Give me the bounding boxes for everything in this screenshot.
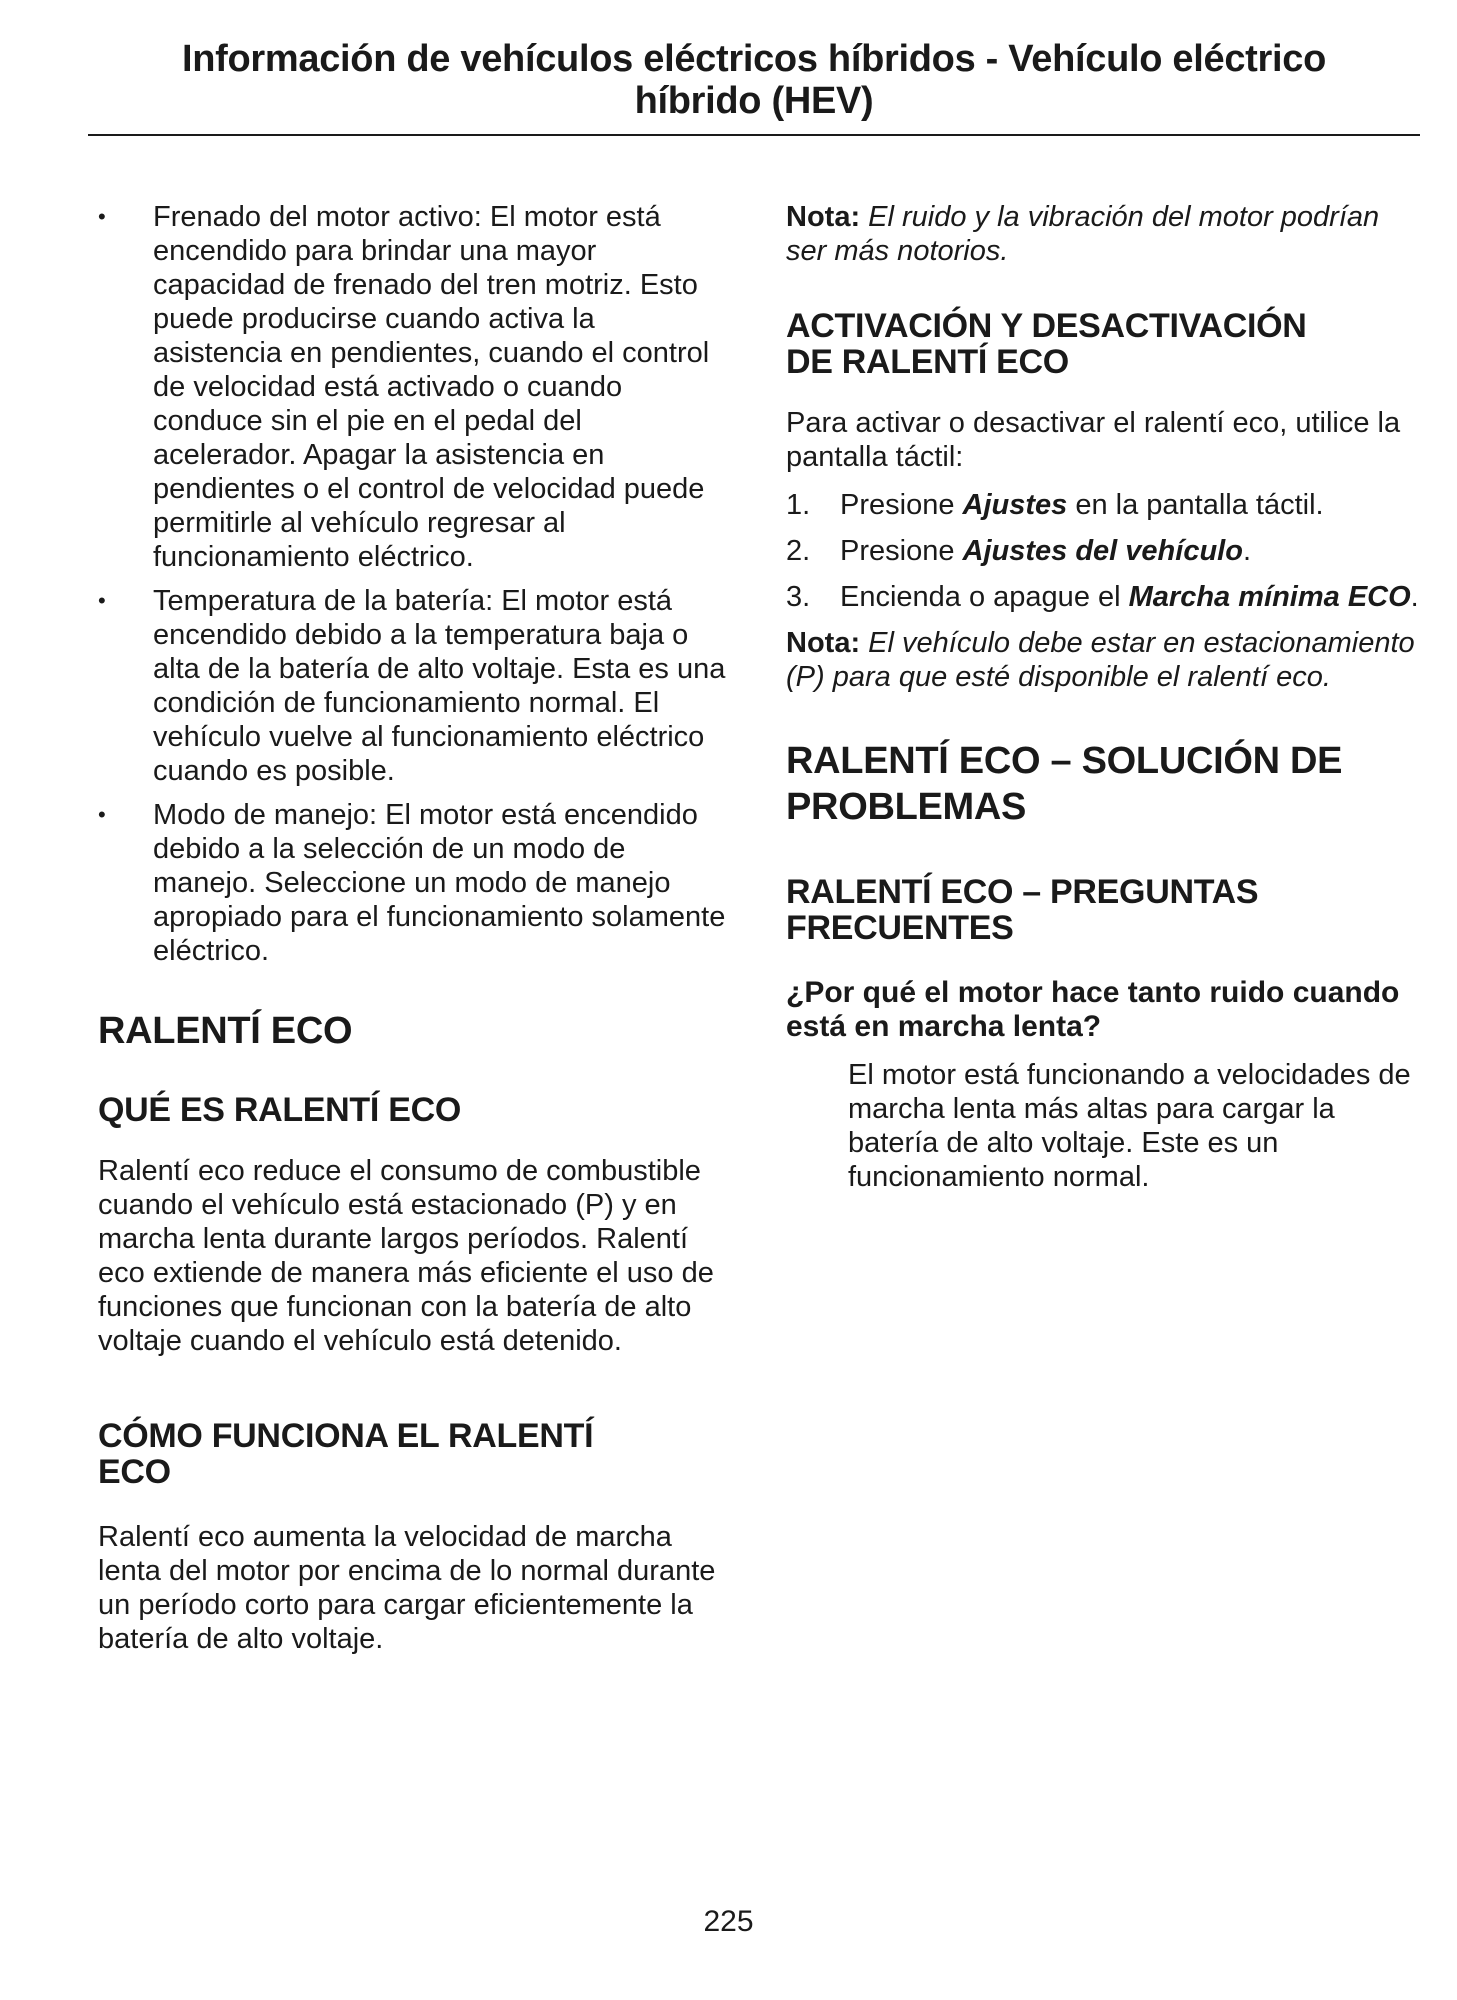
bullet-icon: • (98, 802, 106, 827)
list-item (98, 584, 728, 788)
header-divider (88, 134, 1420, 136)
heading-line: FRECUENTES (786, 909, 1014, 947)
heading-line: RALENTÍ ECO – PREGUNTAS (786, 873, 1259, 911)
left-column (98, 200, 728, 1656)
note-label: Nota: (786, 627, 861, 659)
paragraph-como-funciona: Ralentí eco aumenta la velocidad de marcha lenta del motor por encima de lo normal durante un período corto para cargar eficientemente la batería de alto voltaje. (98, 1521, 716, 1655)
note-text: El vehículo debe estar en estacionamiento (P) para que esté disponible el ralentí eco. (786, 627, 1415, 693)
step-number: 3. (786, 581, 811, 613)
bullet-icon: • (98, 588, 106, 613)
bullet-list (98, 200, 728, 968)
heading-line: DE RALENTÍ ECO (786, 343, 1069, 381)
note-label: Nota: (786, 201, 861, 233)
step-emphasis: Marcha mínima ECO (1128, 581, 1411, 613)
list-item (98, 798, 728, 968)
step-text: Presione (840, 535, 963, 567)
heading-line: ACTIVACIÓN Y DESACTIVACIÓN (786, 307, 1307, 345)
note-text: El ruido y la vibración del motor podrían ser más notorios. (786, 201, 1380, 267)
header-title-line2: híbrido (HEV) (634, 80, 874, 122)
activation-intro: Para activar o desactivar el ralentí eco, utilice la pantalla táctil: (786, 407, 1401, 473)
right-column (786, 200, 1426, 1194)
faq-answer: El motor está funcionando a velocidades de marcha lenta más altas para cargar la batería de alto voltaje. Este es un funcionamiento normal. (848, 1059, 1411, 1193)
faq-question: ¿Por qué el motor hace tanto ruido cuando está en marcha lenta? (786, 976, 1400, 1043)
heading-preguntas (786, 874, 1426, 946)
step-text: . (1410, 581, 1419, 613)
bullet-text: Frenado del motor activo: El motor está encendido para brindar una mayor capacidad de frenado del tren motriz. Esto puede producirse cuando activa la asistencia en pendientes, cuando el control de velocidad está activado o cuando conduce sin el pie en el pedal del acelerador. Apagar la asistencia en pendientes o el control de velocidad puede permitirle al vehículo regresar al funcionamiento eléctrico. (153, 201, 710, 573)
step-emphasis: Ajustes (962, 489, 1068, 521)
note-ruido (786, 200, 1426, 268)
paragraph-que-es: Ralentí eco reduce el consumo de combustible cuando el vehículo está estacionado (P) y en marcha lenta durante largos períodos. Ralentí eco extiende de manera más eficiente el uso de funciones que funcionan con la batería de alto voltaje cuando el vehículo está detenido. (98, 1155, 714, 1357)
note-estacionamiento (786, 626, 1426, 694)
page-number: 225 (703, 1905, 754, 1938)
heading-line: PROBLEMAS (786, 786, 1027, 828)
steps-list (786, 488, 1426, 614)
heading-activacion (786, 308, 1426, 380)
header-title-line1: Información de vehículos eléctricos híbridos - Vehículo eléctrico (181, 38, 1327, 80)
heading-line: CÓMO FUNCIONA EL RALENTÍ (98, 1417, 594, 1455)
bullet-text: Temperatura de la batería: El motor está encendido debido a la temperatura baja o alta de la batería de alto voltaje. Esta es una condición de funcionamiento normal. El vehículo vuelve al funcionamiento eléctrico cuando es posible. (153, 585, 726, 787)
step-emphasis: Ajustes del vehículo (962, 535, 1243, 567)
heading-que-es: QUÉ ES RALENTÍ ECO (98, 1091, 461, 1129)
step-text: Presione (840, 489, 963, 521)
bullet-icon: • (98, 204, 106, 229)
heading-line: RALENTÍ ECO – SOLUCIÓN DE (786, 740, 1343, 782)
step-text: Encienda o apague el (840, 581, 1129, 613)
heading-como-funciona (98, 1418, 728, 1490)
section-title-solucion (786, 738, 1426, 830)
step-text: . (1242, 535, 1251, 567)
step-number: 2. (786, 535, 811, 567)
step-number: 1. (786, 489, 811, 521)
list-item (786, 488, 1426, 522)
section-title-ralenti-eco: RALENTÍ ECO (98, 1010, 353, 1052)
list-item (786, 534, 1426, 568)
heading-line: ECO (98, 1453, 171, 1491)
list-item (786, 580, 1426, 614)
page-header (88, 38, 1420, 122)
list-item (98, 200, 728, 574)
bullet-text: Modo de manejo: El motor está encendido debido a la selección de un modo de manejo. Seleccione un modo de manejo apropiado para el funcionamiento solamente eléctrico. (153, 799, 726, 967)
step-text: en la pantalla táctil. (1067, 489, 1324, 521)
